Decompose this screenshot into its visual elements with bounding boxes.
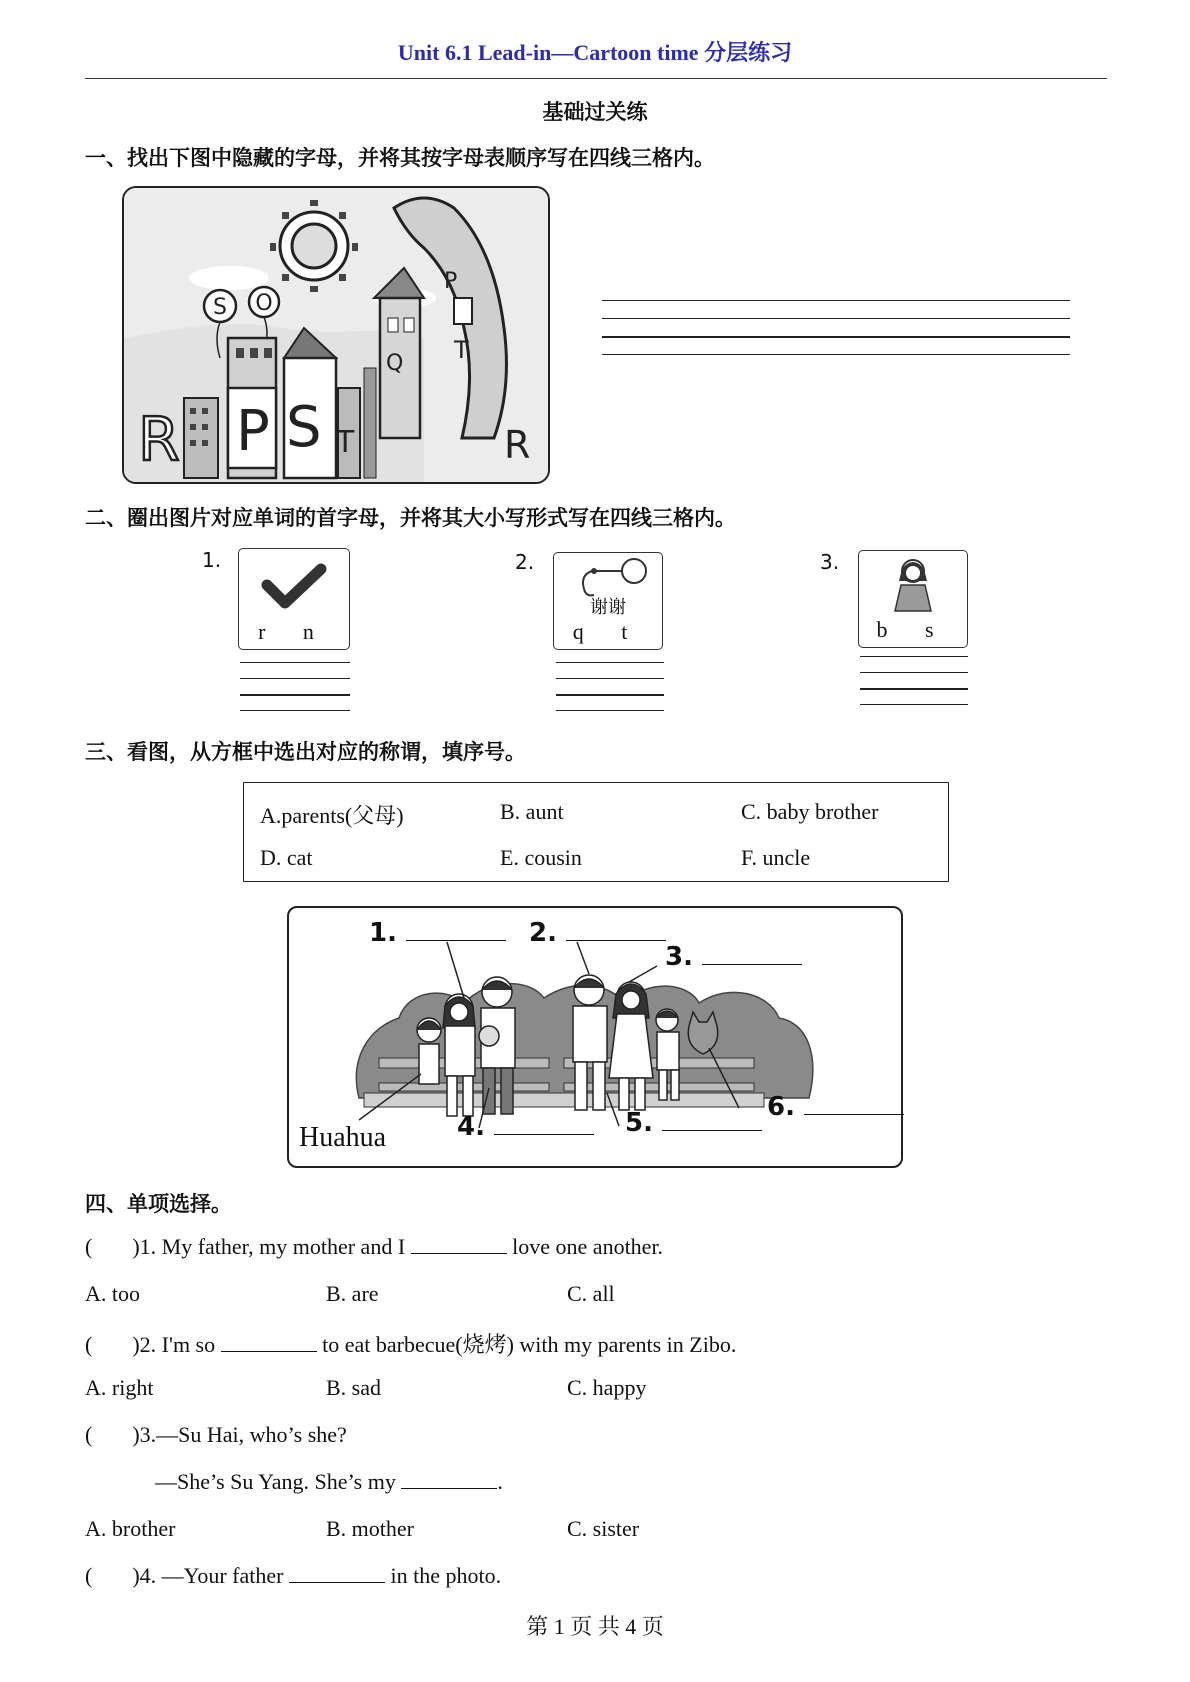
answer-four-lines-2c[interactable]	[860, 656, 968, 706]
q3-option-c: C. sister	[567, 1516, 640, 1541]
hidden-letters-picture	[122, 186, 550, 484]
question-2: ( )2. I'm so to eat barbecue(烧烤) with my parents in Zibo.	[85, 1332, 737, 1357]
check-mark-icon	[239, 557, 349, 627]
q1-option-a: A. too	[85, 1281, 140, 1306]
tower-letter-t: T	[454, 336, 469, 364]
picture-card-2	[553, 552, 663, 650]
scene-label-6: 6.	[767, 1092, 904, 1122]
card-2-letters[interactable]: q t	[572, 619, 644, 644]
answer-four-lines-2b[interactable]	[556, 662, 664, 712]
tower-letter-q: Q	[386, 351, 404, 376]
option-a: A.parents(父母)	[260, 803, 404, 828]
option-e: E. cousin	[500, 845, 582, 870]
answer-four-lines-2a[interactable]	[240, 662, 350, 712]
q2-blank[interactable]	[221, 1351, 317, 1352]
question-1: ( )1. My father, my mother and I love one another.	[85, 1234, 664, 1259]
item-1-number: 1.	[202, 548, 222, 572]
building-letter-t: T	[336, 425, 355, 460]
building-letter-p: P	[236, 399, 270, 464]
scene-label-1: 1.	[369, 918, 506, 948]
building-letter-r-small: R	[504, 423, 531, 467]
q1-option-b: B. are	[326, 1281, 379, 1306]
tower-letter-p: P	[444, 269, 458, 294]
item-3-number: 3.	[820, 550, 840, 574]
header-divider	[85, 78, 1107, 79]
blank-1[interactable]	[406, 940, 506, 941]
answer-four-lines-1[interactable]	[602, 300, 1070, 362]
option-c: C. baby brother	[741, 799, 879, 824]
card-1-letters[interactable]: r n	[258, 619, 330, 644]
thank-you-caption: 谢谢	[590, 597, 626, 618]
q3-option-a: A. brother	[85, 1516, 176, 1541]
picture-card-3	[858, 550, 968, 648]
scene-label-2: 2.	[529, 918, 666, 948]
scene-label-3: 3.	[665, 942, 802, 972]
section-1-title: 一、找出下图中隐藏的字母，并将其按字母表顺序写在四线三格内。	[85, 146, 715, 170]
huahua-label: Huahua	[299, 1122, 387, 1153]
balloon-letter-o: O	[255, 291, 273, 316]
balloon-letter-s: S	[213, 295, 227, 320]
q2-option-b: B. sad	[326, 1375, 381, 1400]
q1-option-c: C. all	[567, 1281, 615, 1306]
girl-icon	[859, 555, 967, 617]
q4-blank[interactable]	[289, 1582, 385, 1583]
q3-blank[interactable]	[401, 1488, 497, 1489]
blank-2[interactable]	[566, 940, 666, 941]
item-2-number: 2.	[515, 550, 535, 574]
option-d: D. cat	[260, 845, 313, 870]
card-3-letters[interactable]: b s	[876, 617, 950, 642]
page-header-title: Unit 6.1 Lead-in—Cartoon time 分层练习	[397, 40, 793, 65]
options-box	[243, 782, 949, 882]
q2-option-c: C. happy	[567, 1375, 647, 1400]
picture-card-1	[238, 548, 350, 650]
scene-label-5: 5.	[625, 1108, 762, 1138]
sun-o-letter	[270, 200, 358, 292]
blank-3[interactable]	[702, 964, 802, 965]
scene-label-4: 4.	[457, 1112, 594, 1142]
option-f: F. uncle	[741, 845, 811, 870]
section-heading: 基础过关练	[542, 100, 648, 124]
option-b: B. aunt	[500, 799, 564, 824]
question-4: ( )4. —Your father in the photo.	[85, 1563, 502, 1588]
building-letter-r: R	[138, 405, 180, 475]
section-2-title: 二、圈出图片对应单词的首字母，并将其大小写形式写在四线三格内。	[85, 506, 736, 530]
section-4-title: 四、单项选择。	[85, 1192, 232, 1216]
family-picture	[287, 906, 903, 1168]
q1-blank[interactable]	[411, 1253, 507, 1254]
question-3-line-2: —She’s Su Yang. She’s my .	[155, 1469, 503, 1494]
building-letter-s: S	[286, 395, 322, 460]
blank-5[interactable]	[662, 1130, 762, 1131]
blank-4[interactable]	[494, 1134, 594, 1135]
q2-option-a: A. right	[85, 1375, 154, 1400]
hidden-letters-scene	[124, 188, 548, 482]
blank-6[interactable]	[804, 1114, 904, 1115]
question-3: ( )3.—Su Hai, who’s she?	[85, 1422, 347, 1447]
section-3-title: 三、看图，从方框中选出对应的称谓，填序号。	[85, 740, 526, 764]
q3-option-b: B. mother	[326, 1516, 414, 1541]
page-footer: 第 1 页 共 4 页	[526, 1614, 664, 1639]
